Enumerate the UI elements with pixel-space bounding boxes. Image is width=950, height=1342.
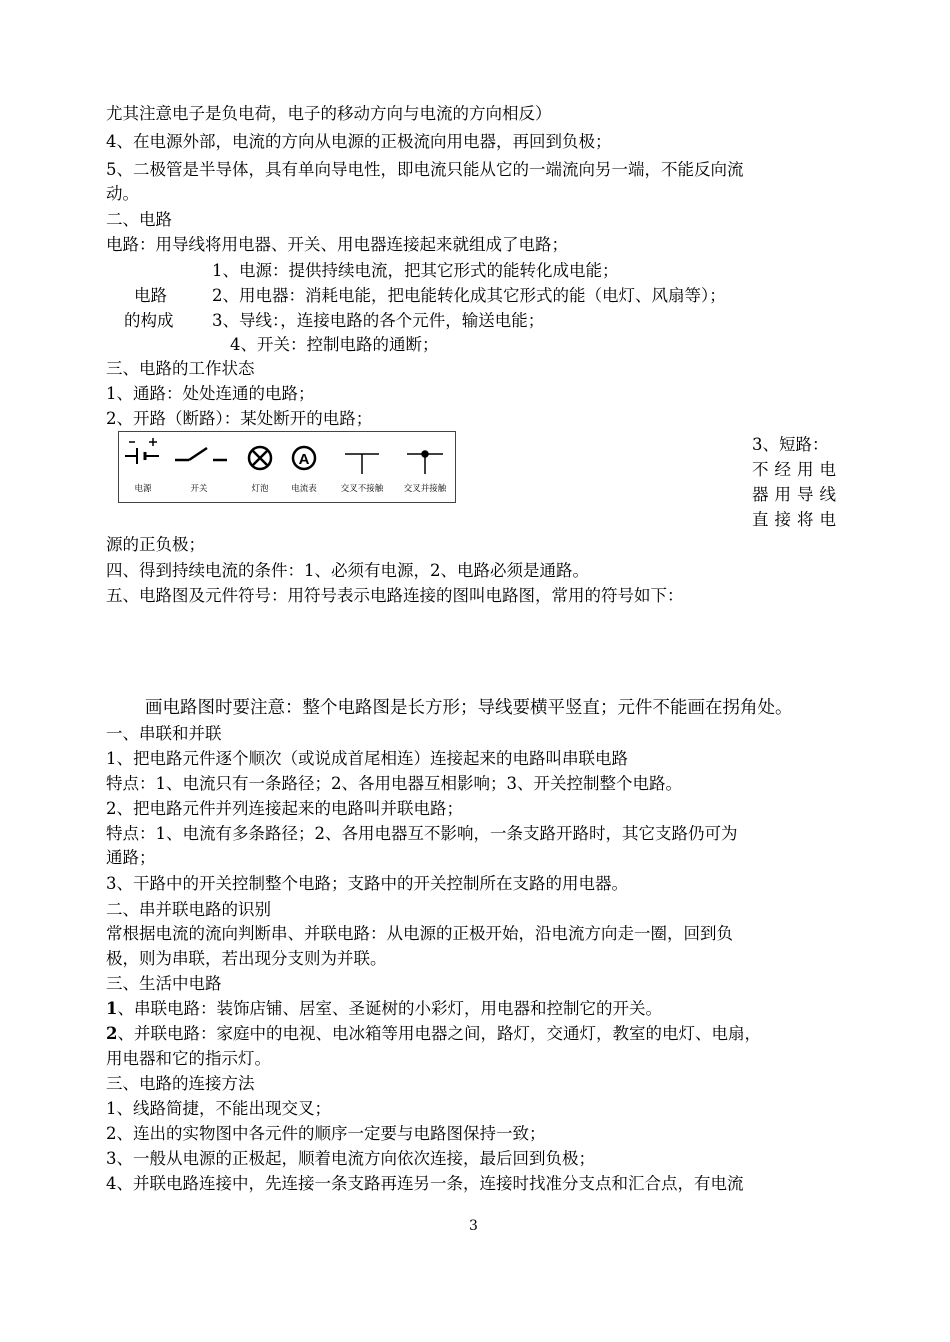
section-heading: 四、得到持续电流的条件：1、必须有电源，2、电路必须是通路。: [106, 561, 589, 580]
item-text: 、并联电路：家庭中的电视、电冰箱等用电器之间，路灯，交通灯，教室的电灯、电扇，: [117, 1024, 761, 1043]
section-heading: 三、电路的工作状态: [106, 359, 255, 378]
section-heading: 三、电路的连接方法: [106, 1074, 255, 1093]
circuit-symbols-figure: [118, 431, 456, 503]
text-line: 4、并联电路连接中，先连接一条支路再连另一条，连接时找准分支点和汇合点，有电流: [106, 1174, 744, 1193]
text-line: 动。: [106, 184, 139, 203]
switch-symbol: [175, 448, 227, 460]
side-text-line: 直接将电: [752, 510, 842, 529]
list-item: 2、用电器：消耗电能，把电能转化成其它形式的能（电灯、风扇等）；: [212, 286, 726, 305]
text-line: 3、一般从电源的正极起，顺着电流方向依次连接，最后回到负极；: [106, 1149, 595, 1168]
symbol-caption: 电流表: [291, 484, 317, 494]
item-number: 1: [106, 999, 118, 1018]
text-line: 2、开路（断路）：某处断开的电路；: [106, 409, 373, 428]
page-number: 3: [469, 1218, 478, 1234]
text-line: 特点：1、电流只有一条路径；2、各用电器互相影响；3、开关控制整个电路。: [106, 774, 682, 793]
text-line: 极，则为串联，若出现分支则为并联。: [106, 949, 387, 968]
text-line: 通路；: [106, 848, 156, 867]
text-line: 源的正负极；: [106, 535, 205, 554]
section-heading: 一、串联和并联: [106, 724, 222, 743]
section-heading: 二、电路: [106, 210, 172, 229]
symbol-caption: 电源: [134, 484, 152, 494]
text-line: [106, 1022, 761, 1046]
power-source-symbol: [125, 438, 159, 464]
text-line: 尤其注意电子是负电荷，电子的移动方向与电流的方向相反）: [106, 104, 552, 123]
text-line: 常根据电流的流向判断串、并联电路：从电源的正极开始，沿电流方向走一圈，回到负: [106, 924, 733, 943]
ammeter-letter: A: [298, 451, 310, 468]
text-line: 电路：用导线将用电器、开关、用电器连接起来就组成了电路；: [106, 235, 568, 254]
item-text: 、串联电路：装饰店铺、居室、圣诞树的小彩灯，用电器和控制它的开关。: [117, 999, 662, 1018]
brace-label: 电路: [134, 286, 167, 305]
wires-crossing-connected-symbol: [407, 451, 443, 474]
side-text-line: 器用导线: [752, 485, 842, 504]
text-line: 5、二极管是半导体，具有单向导电性，即电流只能从它的一端流向另一端，不能反向流: [106, 160, 744, 179]
text-line: 1、通路：处处连通的电路；: [106, 384, 315, 403]
symbol-caption: 交叉不接触: [340, 484, 384, 494]
side-text-line: 不经用电: [752, 460, 842, 479]
symbol-caption: 开关: [190, 484, 208, 494]
text-line: 2、连出的实物图中各元件的顺序一定要与电路图保持一致；: [106, 1124, 546, 1143]
section-heading: 二、串并联电路的识别: [106, 900, 271, 919]
item-number: 2: [106, 1024, 118, 1043]
list-item: 4、开关：控制电路的通断；: [230, 335, 439, 354]
text-line: 2、把电路元件并列连接起来的电路叫并联电路；: [106, 799, 463, 818]
text-line: 1、把电路元件逐个顺次（或说成首尾相连）连接起来的电路叫串联电路: [106, 749, 628, 768]
wires-crossing-unconnected-symbol: [345, 454, 379, 474]
text-line: 用电器和它的指示灯。: [106, 1049, 271, 1068]
symbol-caption: 灯泡: [251, 484, 269, 494]
lamp-symbol: [249, 447, 271, 469]
side-text-line: 3、短路：: [752, 435, 829, 454]
text-line: 特点：1、电流有多条路径；2、各用电器互不影响，一条支路开路时，其它支路仍可为: [106, 824, 738, 843]
text-line: [106, 997, 662, 1021]
symbol-caption: 交叉并接触: [403, 484, 447, 494]
brace-label: 的构成: [124, 311, 174, 330]
text-line: 3、干路中的开关控制整个电路；支路中的开关控制所在支路的用电器。: [106, 874, 628, 893]
section-heading: 三、生活中电路: [106, 974, 222, 993]
list-item: 3、导线：，连接电路的各个元件，输送电能；: [212, 311, 545, 330]
text-line: 4、在电源外部，电流的方向从电源的正极流向用电器，再回到负极；: [106, 132, 612, 151]
section-heading: 五、电路图及元件符号：用符号表示电路连接的图叫电路图，常用的符号如下：: [106, 586, 684, 605]
list-item: 1、电源：提供持续电流，把其它形式的能转化成电能；: [212, 261, 619, 280]
text-line: 1、线路简捷，不能出现交叉；: [106, 1099, 331, 1118]
note-line: 画电路图时要注意：整个电路图是长方形；导线要横平竖直；元件不能画在拐角处。: [145, 698, 793, 718]
